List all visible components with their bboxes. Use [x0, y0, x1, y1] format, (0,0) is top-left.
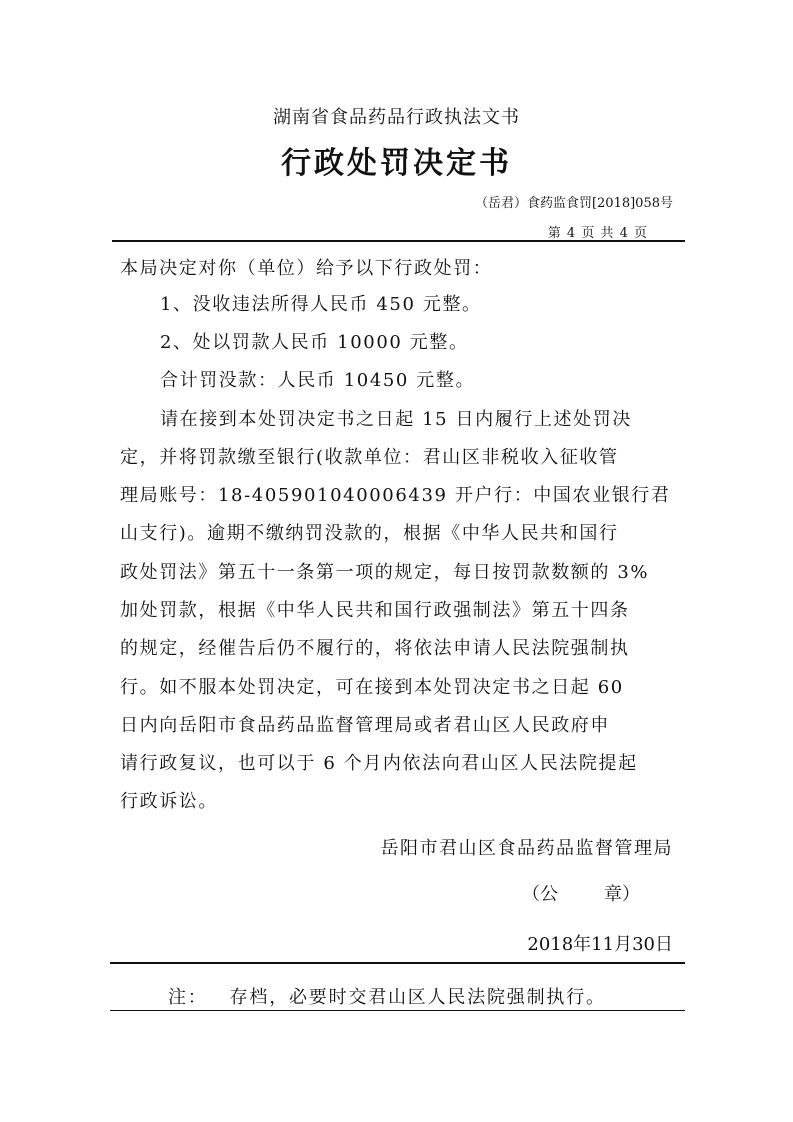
body-paragraph-line: 加处罚款，根据《中华人民共和国行政强制法》第五十四条 [120, 600, 630, 621]
body-paragraph-line: 请行政复议，也可以于 6 个月内依法向君山区人民法院提起 [120, 753, 638, 774]
document-title: 行政处罚决定书 [281, 146, 512, 181]
body-paragraph-line: 的规定，经催告后仍不履行的，将依法申请人民法院强制执 [120, 638, 630, 659]
body-line-intro: 本局决定对你（单位）给予以下行政处罚： [120, 258, 493, 279]
issue-date: 2018年11月30日 [527, 934, 673, 955]
page-info: 第 4 页 共 4 页 [547, 226, 648, 241]
body-line-item-2: 2、处以罚款人民币 10000 元整。 [160, 332, 469, 353]
header-divider [112, 240, 685, 242]
body-line-item-1: 1、没收违法所得人民币 450 元整。 [160, 294, 482, 315]
body-line-total: 合计罚没款：人民币 10450 元整。 [160, 370, 476, 391]
body-paragraph-line: 政处罚法》第五十一条第一项的规定，每日按罚款数额的 3% [120, 562, 650, 583]
body-paragraph-line: 日内向岳阳市食品药品监督管理局或者君山区人民政府申 [120, 715, 610, 736]
body-paragraph-line: 行政诉讼。 [120, 791, 218, 812]
body-paragraph-line: 行。如不服本处罚决定，可在接到本处罚决定书之日起 60 [120, 677, 624, 698]
body-paragraph-line: 请在接到本处罚决定书之日起 15 日内履行上述处罚决 [160, 409, 632, 430]
issuer-title: 湖南省食品药品行政执法文书 [273, 107, 520, 128]
footer-divider-bottom [110, 1010, 685, 1011]
body-paragraph-line: 理局账号：18-405901040006439 开户行：中国农业银行君 [120, 485, 671, 506]
note-label: 注： [168, 987, 208, 1008]
body-paragraph-line: 山支行)。逾期不缴纳罚没款的，根据《中华人民共和国行 [120, 523, 619, 544]
document-number: （岳君）食药监食罚[2018]058号 [474, 196, 673, 211]
issuing-authority: 岳阳市君山区食品药品监督管理局 [380, 838, 673, 859]
note-text: 存档，必要时交君山区人民法院强制执行。 [229, 987, 606, 1008]
footer-divider-top [110, 962, 685, 964]
body-paragraph-line: 定，并将罚款缴至银行(收款单位：君山区非税收入征收管 [120, 447, 619, 468]
footer-note [168, 983, 606, 1009]
seal-open: （公 [522, 884, 558, 905]
seal-placeholder [522, 880, 640, 906]
seal-close: 章） [604, 884, 640, 905]
